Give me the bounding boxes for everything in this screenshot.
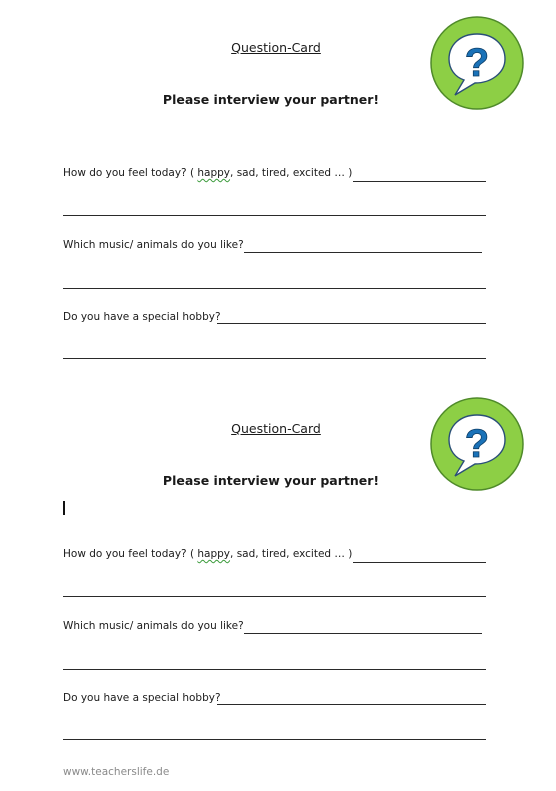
answer-line[interactable] xyxy=(244,252,482,253)
question-feel-today: How do you feel today? ( happy, sad, tired, excited … ) xyxy=(63,167,353,179)
answer-line[interactable] xyxy=(244,633,482,634)
card-subtitle: Please interview your partner! xyxy=(162,473,380,488)
answer-line[interactable] xyxy=(353,181,486,182)
card-title: Question-Card xyxy=(231,40,321,55)
question-music-animals: Which music/ animals do you like? xyxy=(63,620,244,632)
answer-line[interactable] xyxy=(63,215,486,216)
answer-line[interactable] xyxy=(63,669,486,670)
footer-website: www.teacherslife.de xyxy=(63,766,170,778)
answer-line[interactable] xyxy=(63,288,486,289)
svg-text:?: ? xyxy=(464,41,490,85)
card-title: Question-Card xyxy=(231,421,321,436)
question-music-animals: Which music/ animals do you like? xyxy=(63,239,244,251)
question-feel-today: How do you feel today? ( happy, sad, tired, excited … ) xyxy=(63,548,353,560)
card-subtitle: Please interview your partner! xyxy=(162,92,380,107)
question-special-hobby: Do you have a special hobby? xyxy=(63,311,221,323)
text-cursor xyxy=(63,501,65,515)
answer-line[interactable] xyxy=(217,323,486,324)
question-speech-bubble-icon xyxy=(429,396,525,492)
answer-line[interactable] xyxy=(63,358,486,359)
answer-line[interactable] xyxy=(63,739,486,740)
question-speech-bubble-icon xyxy=(429,15,525,111)
answer-line[interactable] xyxy=(353,562,486,563)
answer-line[interactable] xyxy=(63,596,486,597)
svg-text:?: ? xyxy=(464,422,490,466)
answer-line[interactable] xyxy=(217,704,486,705)
question-special-hobby: Do you have a special hobby? xyxy=(63,692,221,704)
